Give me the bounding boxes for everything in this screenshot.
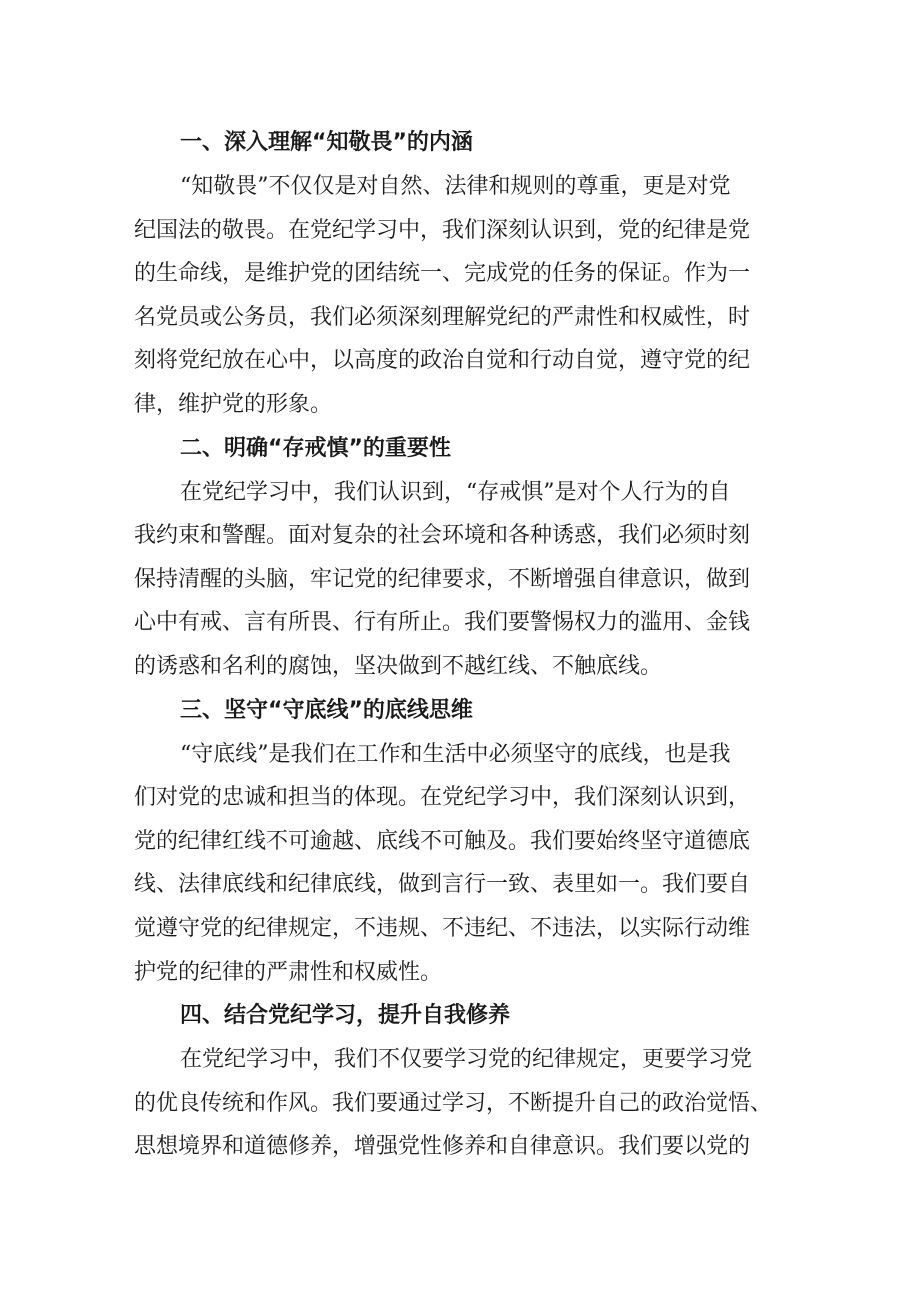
paragraph-line: 保持清醒的头脑，牢记党的纪律要求，不断增强自律意识，做到 xyxy=(134,566,751,592)
paragraph-line: 律，维护党的形象。 xyxy=(134,391,333,417)
paragraph-line: 名党员或公务员，我们必须深刻理解党纪的严肃性和权威性，时 xyxy=(134,304,751,330)
section-1 xyxy=(134,121,794,427)
section-heading-3: 三、坚守“守底线”的底线思维 xyxy=(180,697,473,723)
paragraph-line: 们对党的忠诚和担当的体现。在党纪学习中，我们深刻认识到， xyxy=(134,785,751,811)
paragraph-line: 在党纪学习中，我们认识到，“存戒惧”是对个人行为的自 xyxy=(180,479,731,505)
section-paragraph-1 xyxy=(134,165,794,427)
paragraph-line: 刻将党纪放在心中，以高度的政治自觉和行动自觉，遵守党的纪 xyxy=(134,348,751,374)
paragraph-line: 的生命线，是维护党的团结统一、完成党的任务的保证。作为一 xyxy=(134,261,751,287)
section-heading-1: 一、深入理解“知敬畏”的内涵 xyxy=(180,130,473,155)
section-3 xyxy=(134,689,794,995)
section-heading-2: 二、明确“存戒慎”的重要性 xyxy=(180,435,451,461)
section-paragraph-2 xyxy=(134,471,794,689)
paragraph-line: 的优良传统和作风。我们要通过学习，不断提升自己的政治觉悟、 xyxy=(134,1090,773,1116)
paragraph-line: 线、法律底线和纪律底线，做到言行一致、表里如一。我们要自 xyxy=(134,872,751,898)
section-paragraph-4 xyxy=(134,1038,794,1169)
paragraph-line: “知敬畏”不仅仅是对自然、法律和规则的尊重，更是对党 xyxy=(180,174,731,199)
paragraph-line: 党的纪律红线不可逾越、底线不可触及。我们要始终坚守道德底 xyxy=(134,828,751,854)
paragraph-line: 纪国法的敬畏。在党纪学习中，我们深刻认识到，党的纪律是党 xyxy=(134,217,751,243)
paragraph-line: 我约束和警醒。面对复杂的社会环境和各种诱惑，我们必须时刻 xyxy=(134,523,751,549)
section-2 xyxy=(134,427,794,689)
section-4 xyxy=(134,994,794,1169)
paragraph-line: 觉遵守党的纪律规定，不违规、不违纪、不违法，以实际行动维 xyxy=(134,915,751,941)
section-heading-4: 四、结合党纪学习，提升自我修养 xyxy=(180,1003,511,1029)
paragraph-line: “守底线”是我们在工作和生活中必须坚守的底线，也是我 xyxy=(180,741,731,767)
paragraph-line: 思想境界和道德修养，增强党性修养和自律意识。我们要以党的 xyxy=(134,1134,751,1160)
paragraph-line: 心中有戒、言有所畏、行有所止。我们要警惕权力的滥用、金钱 xyxy=(134,610,751,636)
document-body xyxy=(134,121,794,1169)
section-paragraph-3 xyxy=(134,733,794,995)
paragraph-line: 在党纪学习中，我们不仅要学习党的纪律规定，更要学习党 xyxy=(180,1047,753,1073)
paragraph-line: 护党的纪律的严肃性和权威性。 xyxy=(134,959,443,985)
paragraph-line: 的诱惑和名利的腐蚀，坚决做到不越红线、不触底线。 xyxy=(134,653,663,679)
